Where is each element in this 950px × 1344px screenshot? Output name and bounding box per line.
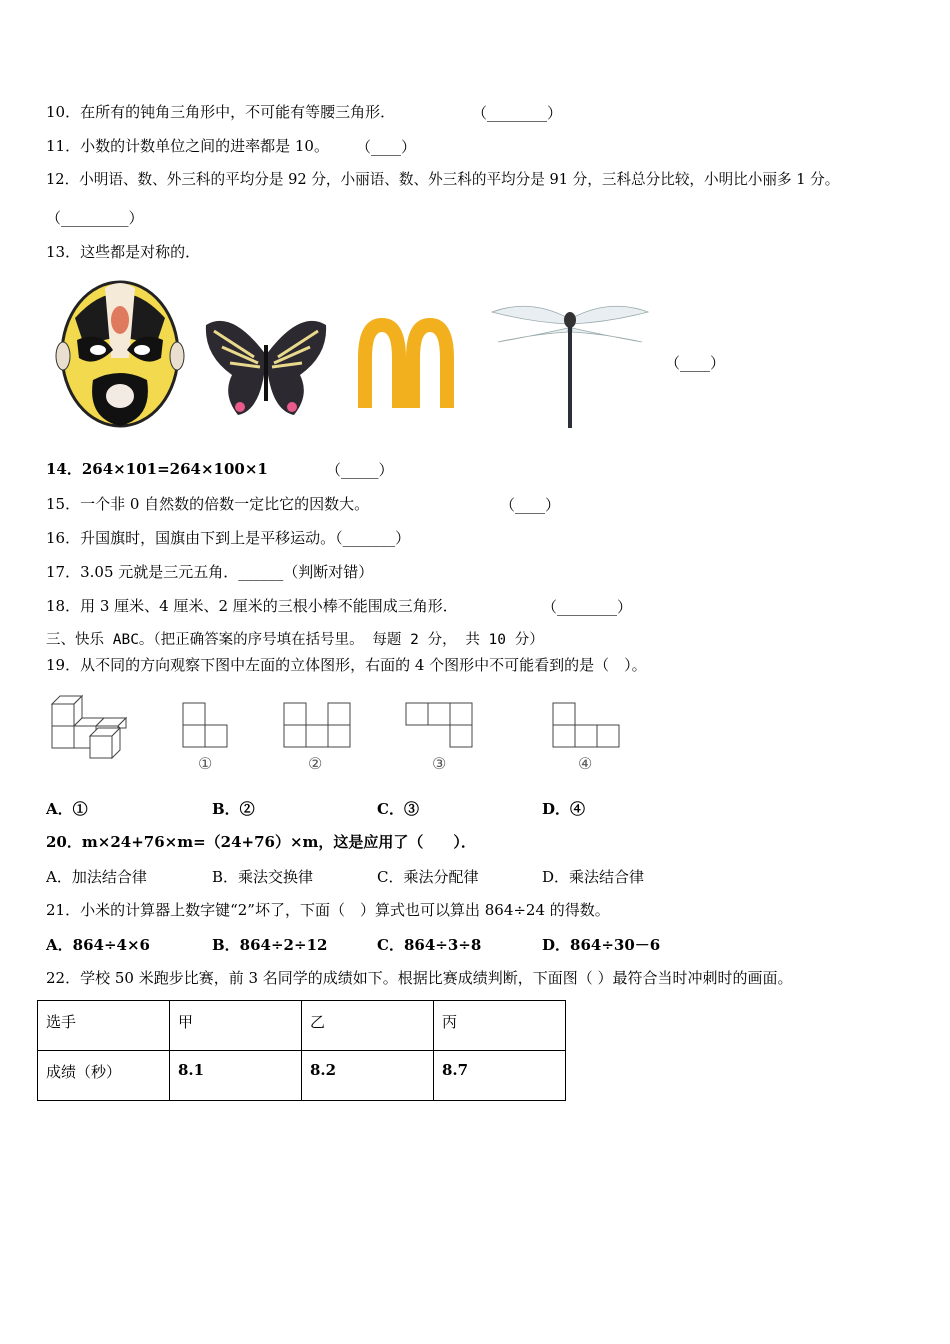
table-cell: 乙	[302, 1001, 434, 1051]
q20-option-d[interactable]: D．乘法结合律	[542, 868, 645, 886]
view-label-1: ①	[198, 754, 213, 773]
q20-text: 20．m×24+76×m=（24+76）×m，这是应用了（ ）．	[46, 833, 476, 851]
q19-option-c[interactable]: C．③	[377, 800, 419, 818]
q20-option-a[interactable]: A．加法结合律	[46, 868, 147, 886]
q21-option-a[interactable]: A．864÷4×6	[46, 936, 150, 954]
results-table	[37, 1000, 566, 1101]
q21-option-d[interactable]: D．864÷30－6	[542, 936, 661, 954]
table-cell: 8.2	[302, 1051, 434, 1101]
table-cell: 8.7	[434, 1051, 566, 1101]
solid-figure	[50, 690, 130, 762]
table-cell: 8.1	[170, 1051, 302, 1101]
q13-answer-blank[interactable]: （____）	[665, 354, 726, 372]
q11-answer-blank[interactable]: （____）	[356, 138, 417, 156]
dragonfly-image	[490, 298, 650, 430]
table-header-row	[38, 1001, 566, 1051]
q15-answer-blank[interactable]: （____）	[500, 496, 561, 514]
view-label-3: ③	[432, 754, 447, 773]
table-row	[38, 1051, 566, 1101]
table-cell: 甲	[170, 1001, 302, 1051]
q13-text: 13．这些都是对称的．	[46, 243, 201, 261]
q18-text: 18．用 3 厘米、4 厘米、2 厘米的三根小棒不能围成三角形．	[46, 597, 458, 615]
q11-text: 11．小数的计数单位之间的进率都是 10。	[46, 137, 329, 155]
q10-answer-blank[interactable]: （________）	[472, 104, 563, 122]
q15-text: 15．一个非 0 自然数的倍数一定比它的因数大。	[46, 495, 370, 513]
q22-text: 22．学校 50 米跑步比赛，前 3 名同学的成绩如下。根据比赛成绩判断，下面图（ ）最符合当时冲刺时的画面。	[46, 969, 793, 987]
q21-option-b[interactable]: B．864÷2÷12	[212, 936, 328, 954]
q14-answer-blank[interactable]: （_____）	[326, 461, 394, 479]
butterfly-image	[202, 315, 330, 421]
q12-answer-blank[interactable]: （_________）	[46, 209, 144, 227]
q10-text: 10．在所有的钝角三角形中，不可能有等腰三角形．	[46, 103, 396, 121]
q19-text: 19．从不同的方向观察下图中左面的立体图形，右面的 4 个图形中不可能看到的是（ ）。	[46, 656, 647, 674]
view-option-1	[182, 702, 230, 748]
table-cell: 成绩（秒）	[38, 1051, 170, 1101]
q21-text: 21．小米的计算器上数字键“2”坏了，下面（ ）算式也可以算出 864÷24 的得数。	[46, 901, 610, 919]
table-cell: 丙	[434, 1001, 566, 1051]
view-option-2	[283, 702, 353, 748]
q18-answer-blank[interactable]: （________）	[542, 598, 633, 616]
table-cell: 选手	[38, 1001, 170, 1051]
view-label-2: ②	[308, 754, 323, 773]
mcdonalds-logo-image	[356, 318, 456, 408]
q20-option-b[interactable]: B．乘法交换律	[212, 868, 314, 886]
q19-option-a[interactable]: A．①	[46, 800, 88, 818]
q16-text: 16．升国旗时，国旗由下到上是平移运动。（_______）	[46, 529, 411, 547]
q19-option-d[interactable]: D．④	[542, 800, 586, 818]
section-3-heading: 三、快乐 ABC。（把正确答案的序号填在括号里。 每题 2 分， 共 10 分）	[46, 632, 544, 648]
view-option-4	[552, 702, 622, 748]
view-label-4: ④	[578, 754, 593, 773]
q17-text: 17．3.05 元就是三元五角．______（判断对错）	[46, 563, 374, 581]
q19-option-b[interactable]: B．②	[212, 800, 255, 818]
q14-text: 14．264×101=264×100×1	[46, 460, 268, 478]
view-option-3	[405, 702, 475, 748]
q21-option-c[interactable]: C．864÷3÷8	[377, 936, 482, 954]
q12-text: 12．小明语、数、外三科的平均分是 92 分，小丽语、数、外三科的平均分是 91 分，三科总分比较，小明比小丽多 1 分。	[46, 171, 840, 188]
opera-mask-image	[55, 278, 185, 430]
q20-option-c[interactable]: C．乘法分配律	[377, 868, 479, 886]
